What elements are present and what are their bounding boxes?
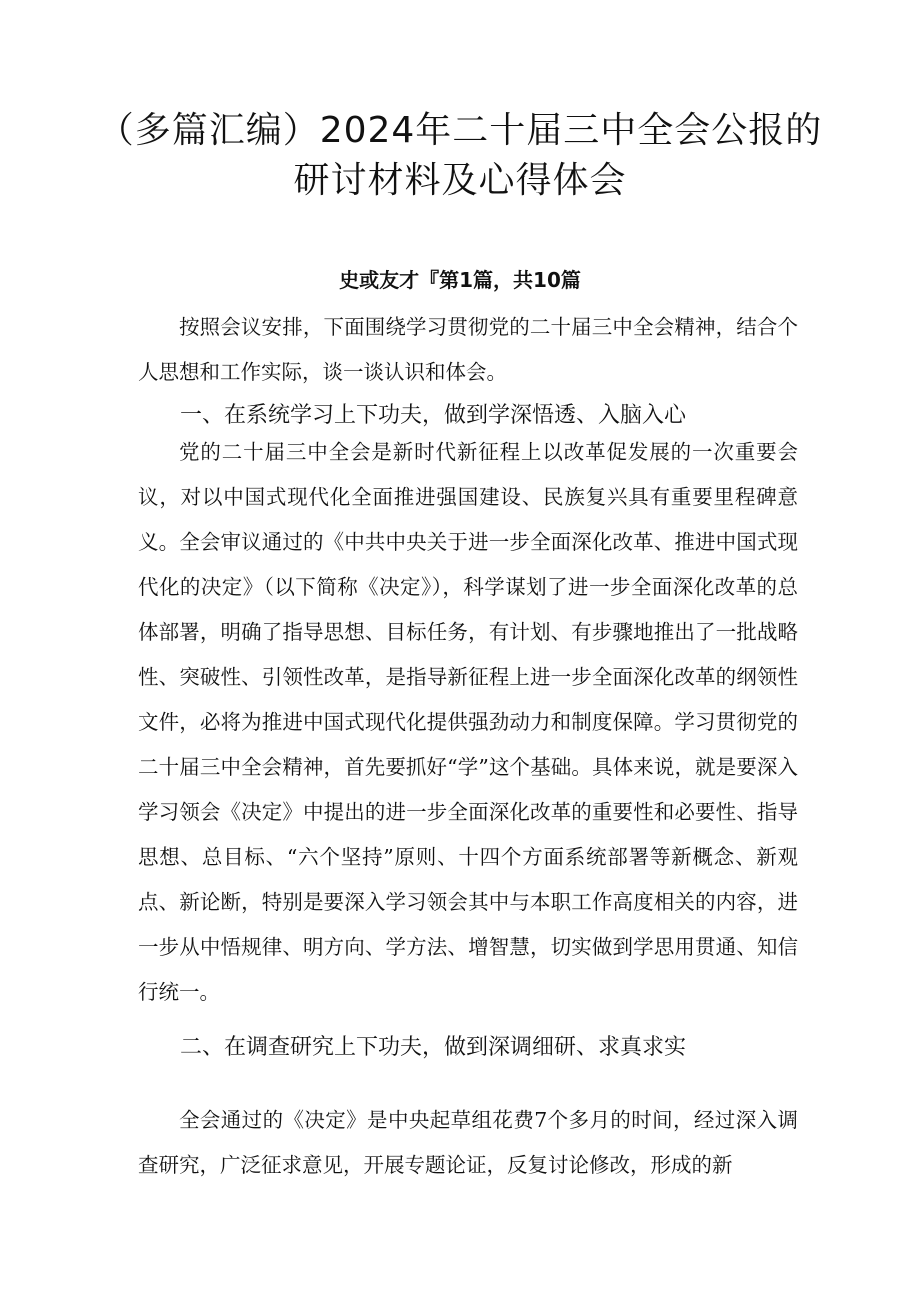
- section-2-paragraph: 全会通过的《决定》是中央起草组花费7个多月的时间，经过深入调查研究，广泛征求意见，开展专题论证，反复讨论修改，形成的新: [138, 1108, 798, 1177]
- document-title-line-1: （多篇汇编）2024年二十届三中全会公报的: [97, 110, 823, 151]
- document-title-line-2: 研讨材料及心得体会: [293, 160, 627, 201]
- part-indicator: 史或友才『第1篇，共10篇: [339, 268, 581, 292]
- section-1-paragraph: 党的二十届三中全会是新时代新征程上以改革促发展的一次重要会议，对以中国式现代化全面推进强国建设、民族复兴具有重要里程碑意义。全会审议通过的《中共中央关于进一步全面深化改革、推进中国式现代化的决定》（以下简称《决定》），科学谋划了进一步全面深化改革的总体部署，明确了指导思想、目标任务，有计划、有步骤地推出了一批战略性、突破性、引领性改革，是指导新征程上进一步全面深化改革的纲领性文件，必将为推进中国式现代化提供强劲动力和制度保障。学习贯彻党的二十届三中全会精神，首先要抓好“学”这个基础。具体来说，就是要深入学习领会《决定》中提出的进一步全面深化改革的重要性和必要性、指导思想、总目标、“六个坚持”原则、十四个方面系统部署等新概念、新观点、新论断，特别是要深入学习领会其中与本职工作高度相关的内容，进一步从中悟规律、明方向、学方法、增智慧，切实做到学思用贯通、知信行统一。: [138, 440, 798, 1004]
- section-1-heading: 一、在系统学习上下功夫，做到学深悟透、入脑入心: [180, 403, 687, 428]
- section-2-heading: 二、在调查研究上下功夫，做到深调细研、求真求实: [180, 1035, 687, 1060]
- intro-paragraph: 按照会议安排，下面围绕学习贯彻党的二十届三中全会精神，结合个人思想和工作实际，谈一谈认识和体会。: [138, 315, 798, 384]
